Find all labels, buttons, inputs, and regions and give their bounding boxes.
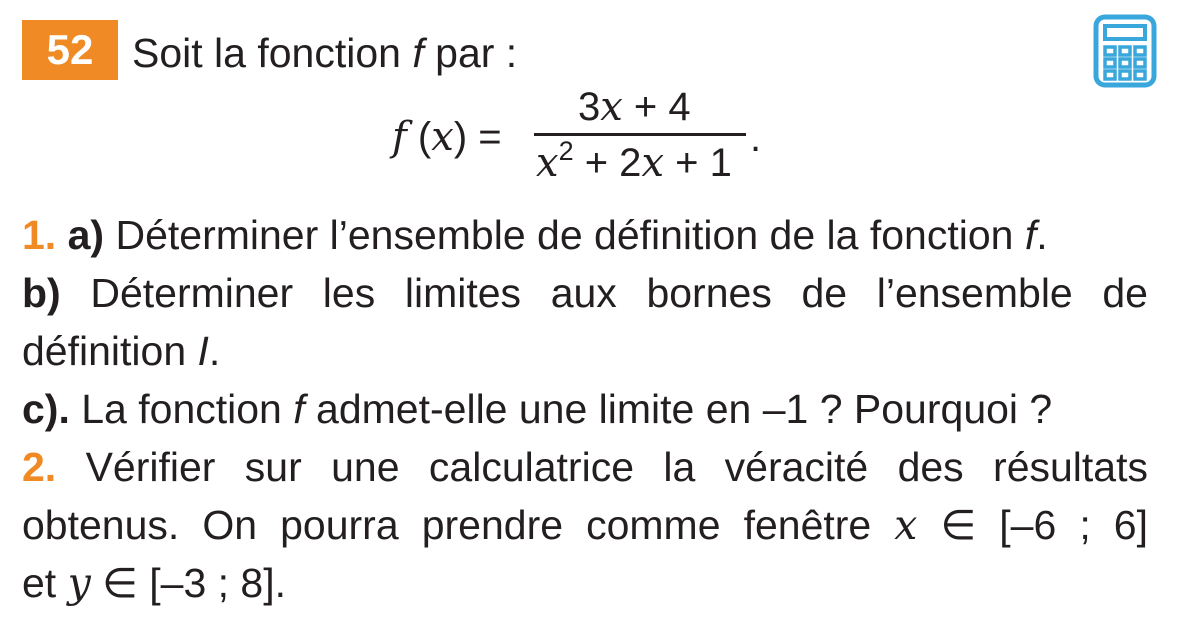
formula-denominator bbox=[536, 136, 732, 186]
lhs-x: x bbox=[431, 114, 454, 160]
question-1a bbox=[22, 206, 1148, 264]
question-1b-label: b) bbox=[22, 270, 61, 316]
question-2-line-3 bbox=[22, 554, 1148, 612]
question-1c-text-2: admet-elle une limite en –1 ? Pourquoi ? bbox=[304, 386, 1053, 432]
question-1c bbox=[22, 380, 1148, 438]
num-x: x bbox=[600, 84, 623, 130]
intro-text: Soit la fonction bbox=[132, 30, 413, 76]
question-1b-var: I bbox=[197, 328, 209, 374]
calculator-icon bbox=[1093, 14, 1157, 88]
question-1c-label: c). bbox=[22, 386, 70, 432]
question-1a-end: . bbox=[1036, 212, 1048, 258]
question-2-x-range: ∈ [–6 ; 6] bbox=[917, 502, 1148, 548]
question-1b-text-1: Déterminer les limites aux bornes de l’ensemble de bbox=[60, 270, 1148, 316]
num-const: + 4 bbox=[622, 85, 691, 129]
den-x2: x bbox=[641, 140, 664, 186]
exercise-number-badge: 52 bbox=[22, 20, 118, 80]
question-1c-var: f bbox=[293, 386, 305, 432]
question-1a-text: Déterminer l’ensemble de définition de la fonction bbox=[104, 212, 1025, 258]
question-2-x-var: x bbox=[894, 501, 918, 549]
exercise-intro bbox=[132, 24, 517, 82]
question-2-y-var: y bbox=[67, 559, 91, 607]
function-formula bbox=[392, 84, 792, 198]
question-2-text-2: obtenus. On pourra prendre comme fenêtre bbox=[22, 502, 895, 548]
question-1a-var: f bbox=[1024, 212, 1037, 258]
question-2-line-1 bbox=[22, 438, 1148, 496]
den-tail: + 1 bbox=[664, 141, 732, 185]
num-coef: 3 bbox=[578, 85, 601, 129]
question-2-y-range: ∈ [–3 ; 8]. bbox=[90, 560, 287, 606]
formula-lhs bbox=[392, 114, 502, 160]
intro-function-name: f bbox=[412, 30, 424, 76]
question-2-text-3: et bbox=[22, 560, 68, 606]
question-1b-text-2: définition bbox=[22, 328, 198, 374]
question-1a-label: a) bbox=[67, 212, 105, 258]
formula-end-dot: . bbox=[750, 116, 762, 160]
question-1b-line-2 bbox=[22, 322, 1148, 380]
question-1b-end: . bbox=[208, 328, 221, 374]
formula-numerator bbox=[578, 84, 691, 130]
lhs-close: ) = bbox=[453, 115, 502, 159]
den-x: x bbox=[536, 140, 559, 186]
question-2-text-1: Vérifier sur une calculatrice la véracité des résultats bbox=[56, 444, 1148, 490]
den-plus: + 2 bbox=[573, 141, 642, 185]
intro-text-end: par : bbox=[423, 30, 518, 76]
question-1b-line-1 bbox=[22, 264, 1148, 322]
question-1-number: 1. bbox=[22, 212, 57, 258]
lhs-open: ( bbox=[406, 115, 432, 159]
den-exponent: 2 bbox=[558, 136, 574, 166]
lhs-f: f bbox=[392, 114, 407, 160]
question-1c-text-1: La fonction bbox=[69, 386, 294, 432]
question-2-line-2 bbox=[22, 496, 1148, 554]
question-2-number: 2. bbox=[22, 444, 57, 490]
